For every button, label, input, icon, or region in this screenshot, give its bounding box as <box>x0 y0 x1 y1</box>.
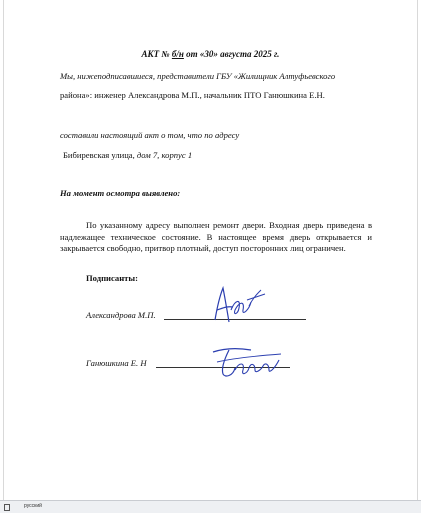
intro-line-1: Мы, нижеподписавшиеся, представители ГБУ «Жилищник Алтуфьевского <box>60 71 336 81</box>
signer1-name: Александрова М.П. <box>86 310 156 320</box>
language-indicator[interactable]: русский <box>24 503 42 509</box>
status-bar <box>0 500 421 513</box>
address-line: Бибиревская улица, дом 7, корпус 1 <box>63 150 193 160</box>
act-title: АКТ № б/н от «30» августа 2025 г. <box>141 49 280 59</box>
finding-paragraph: По указанному адресу выполнен ремонт двери. Входная дверь приведена в надлежащее техническое состояние. В настоящее время дверь открывается и закрывается свободно, притвор плотный, доступ посторонних лиц ограничен. <box>60 220 372 253</box>
page-border-left <box>3 0 4 500</box>
intro-line-2: района»: инженер Александрова М.П., начальник ПТО Ганюшкина Е.Н. <box>60 90 325 100</box>
signer2-signature <box>205 342 285 380</box>
document-icon <box>4 504 10 511</box>
signer2-name: Ганюшкина Е. Н <box>86 358 147 368</box>
composed-line: составили настоящий акт о том, что по адресу <box>60 130 240 140</box>
finding-heading: На момент осмотра выявлено: <box>60 188 181 198</box>
signatories-heading: Подписанты: <box>86 273 138 283</box>
signer1-signature <box>205 280 267 328</box>
page-border-right <box>417 0 418 500</box>
